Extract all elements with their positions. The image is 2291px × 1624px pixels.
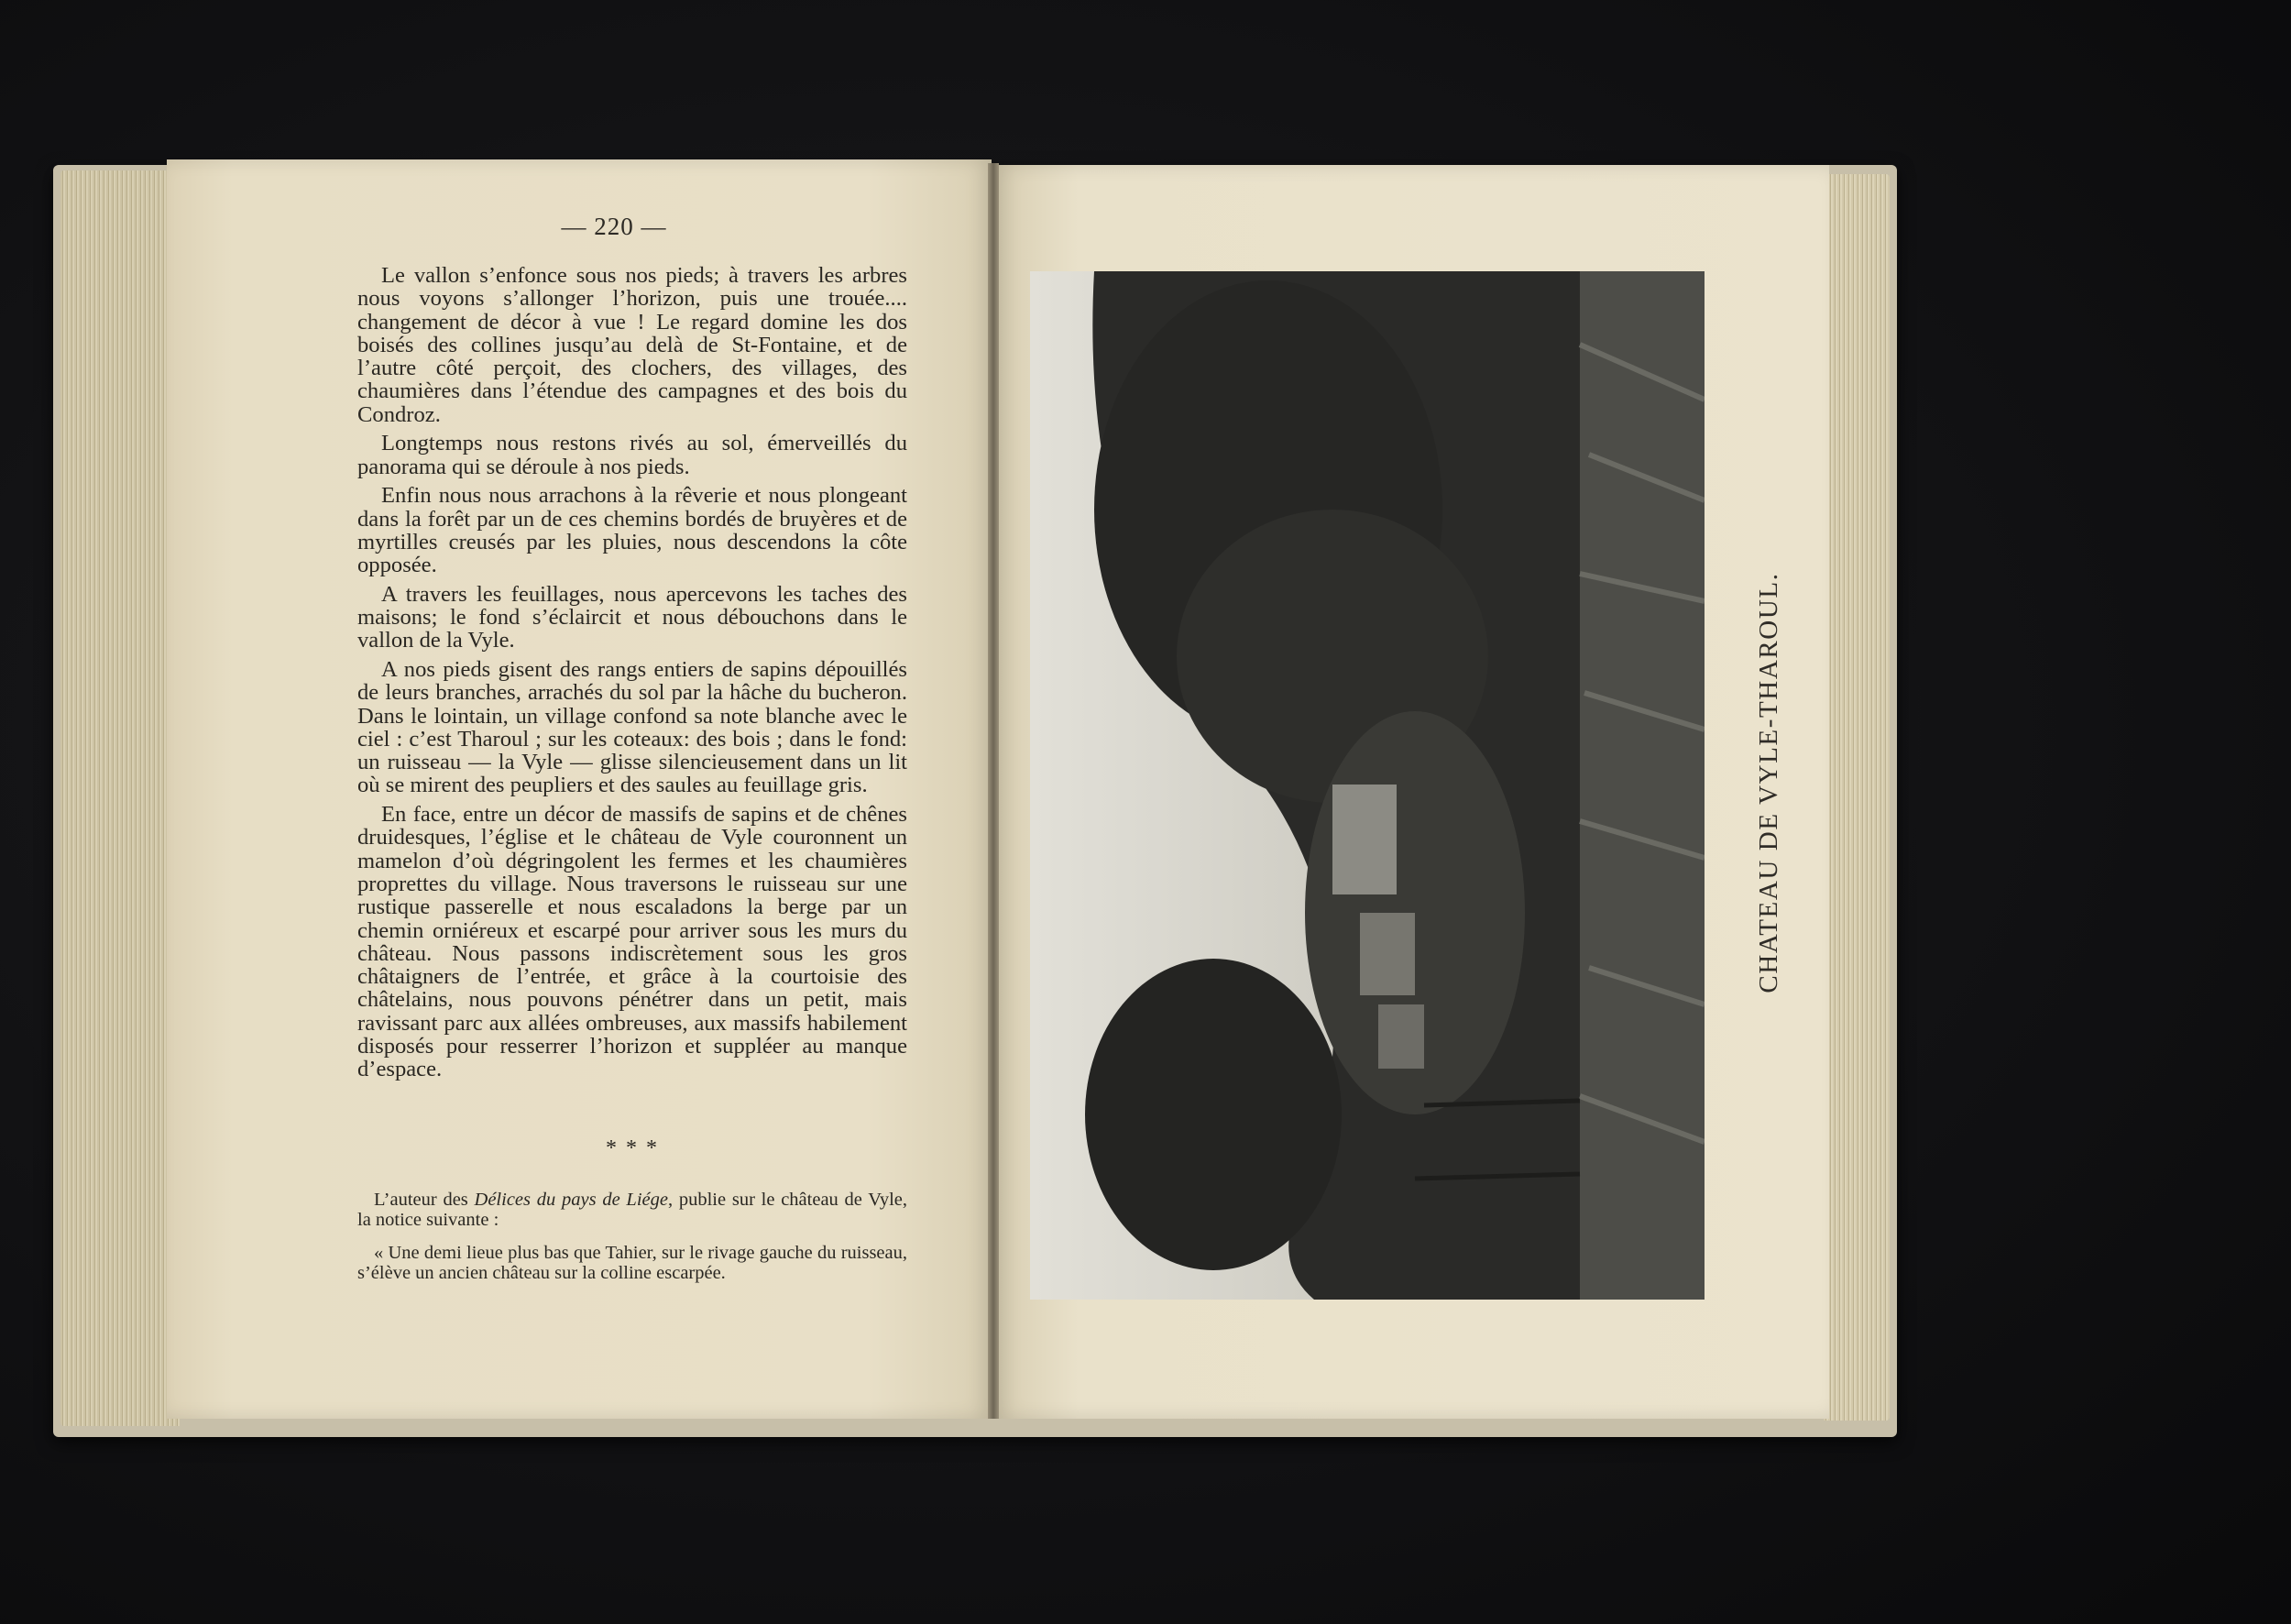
note-intro-after: , publie sur le château de Vyle, la notice suivante :: [357, 1190, 907, 1230]
landscape-photo: [1030, 271, 1705, 1300]
plate-caption: CHATEAU DE VYLE-THAROUL.: [1754, 572, 1783, 993]
paragraph: A travers les feuillages, nous apercevons les taches des maisons; le fond s’éclaircit et nous débouchons dans le vallon de la Vyle.: [357, 581, 907, 653]
paragraph: Enfin nous nous arrachons à la rêverie et nous plongeant dans la forêt par un de ces chemins bordés de bruyères et de myrtilles creusés par les pluies, nous descendons la côte opposée.: [357, 483, 907, 578]
paragraph: A nos pieds gisent des rangs entiers de sapins dépouillés de leurs branches, arrachés du sol par la hâche du bucheron. Dans le lointain, un village confond sa note blanche avec le ciel : c’est Tharoul ; sur les coteaux: des bois ; dans le fond: un ruisseau — la Vyle — glisse silencieusement dans un lit où se mirent des peupliers et des saules au feuillage gris.: [357, 656, 907, 798]
page-number: — 220 —: [561, 213, 667, 240]
asterism-divider: * * *: [606, 1136, 659, 1160]
book-gutter: [988, 163, 999, 1419]
paragraph: En face, entre un décor de massifs de sapins et de chênes druidesques, l’église et le château de Vyle couronnent un mamelon d’où dégringolent les fermes et les chaumières proprettes du village. Nous traversons le ruisseau sur une rustique passerelle et nous escaladons la berge par un chemin orniéreux et escarpé pour arriver sous les murs du château. Nous passons indiscrètement sous les gros châtaigners de l’entrée, et grâce à la courtoisie des châtelains, nous pouvons pénétrer dans un petit, mais ravissant parc aux allées ombreuses, aux massifs habilement disposés pour resserrer l’horizon et suppléer au manque d’espace.: [357, 802, 907, 1082]
paragraph: Le vallon s’enfonce sous nos pieds; à travers les arbres nous voyons s’allonger l’horizon, puis une trouée.... changement de décor à vue ! Le regard domine les dos boisés des collines jusqu’au delà de St-Fontaine, et de l’autre côté perçoit, des clochers, des villages, des chaumières dans l’étendue des campagnes et des bois du Condroz.: [357, 263, 907, 427]
note-intro-before: L’auteur des: [374, 1190, 475, 1210]
right-page-edges: [1824, 174, 1890, 1421]
footnote-text: [357, 1190, 907, 1296]
note-book-title: Délices du pays de Liége: [474, 1190, 668, 1210]
left-page-edges: [60, 170, 180, 1426]
photo-plate: [1030, 271, 1705, 1300]
paragraph: Longtemps nous restons rivés au sol, émerveillés du panorama qui se déroule à nos pieds.: [357, 431, 907, 479]
body-text: [357, 264, 907, 1087]
note-quote: « Une demi lieue plus bas que Tahier, sur le rivage gauche du ruisseau, s’élève un ancien château sur la colline escarpée.: [357, 1243, 907, 1283]
note-intro: [357, 1190, 907, 1230]
